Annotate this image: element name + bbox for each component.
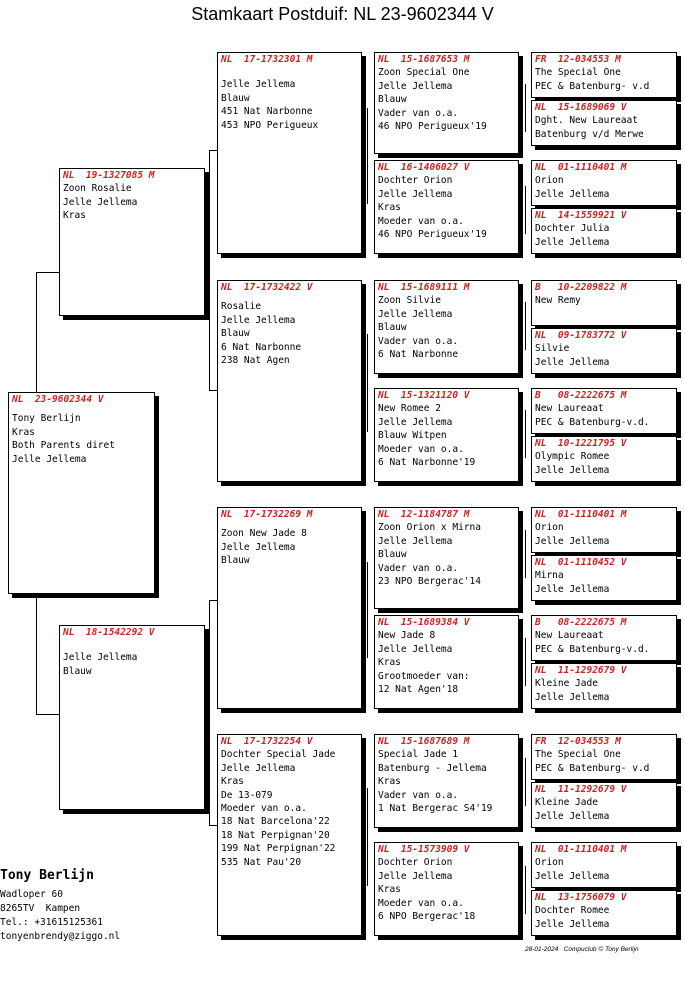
father-line: Jelle Jellema	[63, 196, 138, 208]
ring-number: B 08-2222675 M	[535, 617, 627, 628]
pedigree-line: Dochter Special Jade	[221, 749, 336, 761]
pedigree-line: Moeder van o.a.	[378, 215, 464, 227]
ring-number: NL 15-1321120 V	[378, 390, 470, 401]
ring-number: NL 01-1110401 M	[535, 162, 627, 173]
ring-number: NL 11-1292679 V	[535, 665, 627, 676]
ring-number: NL 11-1292679 V	[535, 784, 627, 795]
pedigree-line: Jelle Jellema	[535, 691, 610, 703]
pedigree-line: New Remy	[535, 295, 581, 307]
pedigree-line: Blauw	[378, 94, 407, 106]
great-grandmother-card	[374, 160, 519, 254]
ring-number: NL 12-1184787 M	[378, 509, 470, 520]
grandmother-card	[217, 734, 362, 936]
pedigree-line: Vader van o.a.	[378, 107, 459, 119]
pedigree-line: Blauw	[378, 322, 407, 334]
subject-line: Kras	[12, 426, 35, 438]
pedigree-line: The Special One	[535, 67, 621, 79]
father-line: Zoon Rosalie	[63, 183, 132, 195]
subject-line: Tony Berlijn	[12, 413, 81, 425]
pedigree-line: Jelle Jellema	[221, 762, 296, 774]
mother-line: Blauw	[63, 665, 92, 677]
great-grandmother-card	[374, 615, 519, 709]
pedigree-line: Jelle Jellema	[535, 810, 610, 822]
ring-number: NL 16-1406027 V	[378, 162, 470, 173]
subject-line: Both Parents diret	[12, 440, 115, 452]
pedigree-line: Moeder van o.a.	[378, 443, 464, 455]
great-grandfather-card	[374, 280, 519, 374]
mother-card	[59, 625, 205, 810]
ring-number: NL 13-1756079 V	[535, 892, 627, 903]
subject-line: Jelle Jellema	[12, 453, 87, 465]
ancestor-card	[531, 890, 677, 936]
pedigree-line: Kras	[378, 657, 401, 669]
great-grandfather-card	[374, 507, 519, 609]
ancestor-card	[531, 100, 677, 146]
ring-number: FR 12-034553 M	[535, 54, 621, 65]
father-card	[59, 168, 205, 316]
pedigree-line: PEC & Batenburg-v.d.	[535, 416, 650, 428]
pedigree-line: Blauw	[221, 328, 250, 340]
ancestor-card	[531, 328, 677, 374]
ancestor-card	[531, 52, 677, 98]
pedigree-line: Olympic Romee	[535, 451, 610, 463]
pedigree-line: Kras	[378, 884, 401, 896]
ancestor-card	[531, 615, 677, 661]
ancestor-card	[531, 160, 677, 206]
pedigree-line: Mirna	[535, 570, 564, 582]
pedigree-line: New Romee 2	[378, 403, 441, 415]
pedigree-line: Dochter Orion	[378, 175, 453, 187]
pedigree-line: Dochter Orion	[378, 857, 453, 869]
ring-number: FR 12-034553 M	[535, 736, 621, 747]
owner-email: tonyenbrendy@ziggo.nl	[0, 931, 121, 942]
pedigree-line: Jelle Jellema	[378, 870, 453, 882]
ring-number: NL 19-1327085 M	[63, 170, 155, 181]
page-title: Stamkaart Postduif: NL 23-9602344 V	[191, 4, 494, 24]
pedigree-line: Blauw	[221, 92, 250, 104]
owner-address: Wadloper 60	[0, 889, 63, 900]
pedigree-line: De 13-079	[221, 789, 273, 801]
owner-phone: Tel.: +31615125361	[0, 917, 103, 928]
pedigree-line: 18 Nat Barcelona'22	[221, 816, 330, 828]
pedigree-line: Kras	[378, 776, 401, 788]
pedigree-line: 46 NPO Perigueux'19	[378, 121, 487, 133]
grandmother-card	[217, 280, 362, 482]
pedigree-line: Jelle Jellema	[535, 188, 610, 200]
ring-number: NL 14-1559921 V	[535, 210, 627, 221]
ring-number: NL 23-9602344 V	[12, 394, 104, 405]
pedigree-line: Jelle Jellema	[535, 236, 610, 248]
pedigree-line: Jelle Jellema	[378, 308, 453, 320]
great-grandfather-card	[374, 52, 519, 154]
grandfather-card	[217, 507, 362, 709]
pedigree-line: New Laureaat	[535, 403, 604, 415]
pedigree-line: Silvie	[535, 343, 570, 355]
pedigree-line: 6 Nat Narbonne	[378, 349, 459, 361]
pedigree-line: New Jade 8	[378, 630, 436, 642]
pedigree-line: Blauw Witpen	[378, 430, 447, 442]
pedigree-line: Jelle Jellema	[221, 541, 296, 553]
pedigree-line: Jelle Jellema	[535, 870, 610, 882]
pedigree-line: Moeder van o.a.	[221, 803, 307, 815]
ring-number: NL 15-1687653 M	[378, 54, 470, 65]
ring-number: NL 15-1687689 M	[378, 736, 470, 747]
ring-number: B 10-2209822 M	[535, 282, 627, 293]
pedigree-line: Jelle Jellema	[378, 643, 453, 655]
pedigree-line: Jelle Jellema	[378, 80, 453, 92]
pedigree-line: Dght. New Laureaat	[535, 115, 638, 127]
pedigree-line: Zoon Orion x Mirna	[378, 522, 481, 534]
pedigree-line: Zoon Silvie	[378, 295, 441, 307]
pedigree-line: 238 Nat Agen	[221, 355, 290, 367]
ancestor-card	[531, 208, 677, 254]
pedigree-line: Kras	[221, 776, 244, 788]
pedigree-line: Batenburg - Jellema	[378, 762, 487, 774]
pedigree-line: Jelle Jellema	[378, 188, 453, 200]
pedigree-line: Orion	[535, 175, 564, 187]
ancestor-card	[531, 555, 677, 601]
pedigree-line: 46 NPO Perigueux'19	[378, 229, 487, 241]
ancestor-card	[531, 663, 677, 709]
pedigree-line: 1 Nat Bergerac S4'19	[378, 803, 493, 815]
pedigree-line: Jelle Jellema	[535, 918, 610, 930]
ancestor-card	[531, 734, 677, 780]
pedigree-line: 6 Nat Narbonne'19	[378, 457, 476, 469]
pedigree-line: PEC & Batenburg- v.d	[535, 762, 650, 774]
pedigree-line: Vader van o.a.	[378, 789, 459, 801]
pedigree-line: 12 Nat Agen'18	[378, 684, 459, 696]
pedigree-line: Jelle Jellema	[535, 356, 610, 368]
pedigree-line: Grootmoeder van:	[378, 670, 470, 682]
pedigree-line: PEC & Batenburg- v.d	[535, 80, 650, 92]
pedigree-line: Moeder van o.a.	[378, 897, 464, 909]
pedigree-line: Orion	[535, 857, 564, 869]
ring-number: NL 15-1689111 M	[378, 282, 470, 293]
pedigree-line: 23 NPO Bergerac'14	[378, 576, 481, 588]
ring-number: B 08-2222675 M	[535, 390, 627, 401]
ancestor-card	[531, 782, 677, 828]
ring-number: NL 01-1110401 M	[535, 509, 627, 520]
pedigree-line: 453 NPO Perigueux	[221, 119, 319, 131]
grandfather-card	[217, 52, 362, 254]
great-grandmother-card	[374, 388, 519, 482]
father-line: Kras	[63, 210, 86, 222]
pedigree-line: Jelle Jellema	[221, 314, 296, 326]
pedigree-line: Jelle Jellema	[221, 79, 296, 91]
pedigree-line: PEC & Batenburg-v.d.	[535, 643, 650, 655]
pedigree-line: Dochter Julia	[535, 223, 610, 235]
footer-credit: 28-01-2024 Compuclub © Tony Berlijn	[525, 946, 639, 953]
pedigree-line: Batenburg v/d Merwe	[535, 128, 644, 140]
ring-number: NL 15-1689069 V	[535, 102, 627, 113]
pedigree-line: Kleine Jade	[535, 678, 598, 690]
owner-name: Tony Berlijn	[0, 868, 94, 883]
mother-line: Jelle Jellema	[63, 652, 138, 664]
pedigree-line: The Special One	[535, 749, 621, 761]
pedigree-line: 535 Nat Pau'20	[221, 856, 302, 868]
pedigree-line: Jelle Jellema	[378, 535, 453, 547]
pedigree-line: 451 Nat Narbonne	[221, 106, 313, 118]
pedigree-line: Blauw	[378, 549, 407, 561]
ring-number: NL 18-1542292 V	[63, 627, 155, 638]
pedigree-line: 199 Nat Perpignan'22	[221, 843, 336, 855]
ring-number: NL 17-1732422 V	[221, 282, 313, 293]
owner-city: 8265TV Kampen	[0, 903, 81, 914]
pedigree-line: Rosalie	[221, 301, 262, 313]
pedigree-line: Blauw	[221, 555, 250, 567]
ring-number: NL 10-1221795 V	[535, 438, 627, 449]
ancestor-card	[531, 436, 677, 482]
pedigree-line: 6 NPO Bergerac'18	[378, 911, 476, 923]
subject-card	[8, 392, 155, 594]
pedigree-line: Jelle Jellema	[535, 464, 610, 476]
ancestor-card	[531, 507, 677, 553]
ancestor-card	[531, 388, 677, 434]
pedigree-line: 18 Nat Perpignan'20	[221, 829, 330, 841]
pedigree-line: Jelle Jellema	[378, 416, 453, 428]
pedigree-line: Jelle Jellema	[535, 583, 610, 595]
ring-number: NL 17-1732269 M	[221, 509, 313, 520]
ring-number: NL 09-1783772 V	[535, 330, 627, 341]
ring-number: NL 17-1732301 M	[221, 54, 313, 65]
pedigree-line: New Laureaat	[535, 630, 604, 642]
pedigree-line: Vader van o.a.	[378, 335, 459, 347]
ancestor-card	[531, 280, 677, 326]
pedigree-line: 6 Nat Narbonne	[221, 341, 302, 353]
ring-number: NL 15-1573909 V	[378, 844, 470, 855]
ring-number: NL 01-1110452 V	[535, 557, 627, 568]
pedigree-line: Special Jade 1	[378, 749, 459, 761]
pedigree-line: Zoon New Jade 8	[221, 528, 307, 540]
pedigree-line: Jelle Jellema	[535, 535, 610, 547]
ancestor-card	[531, 842, 677, 888]
ring-number: NL 17-1732254 V	[221, 736, 313, 747]
ring-number: NL 01-1110401 M	[535, 844, 627, 855]
great-grandfather-card	[374, 734, 519, 828]
ring-number: NL 15-1689384 V	[378, 617, 470, 628]
pedigree-line: Kleine Jade	[535, 797, 598, 809]
pedigree-line: Zoon Special One	[378, 67, 470, 79]
great-grandmother-card	[374, 842, 519, 936]
pedigree-line: Kras	[378, 202, 401, 214]
pedigree-line: Vader van o.a.	[378, 562, 459, 574]
pedigree-line: Orion	[535, 522, 564, 534]
pedigree-line: Dochter Romee	[535, 905, 610, 917]
